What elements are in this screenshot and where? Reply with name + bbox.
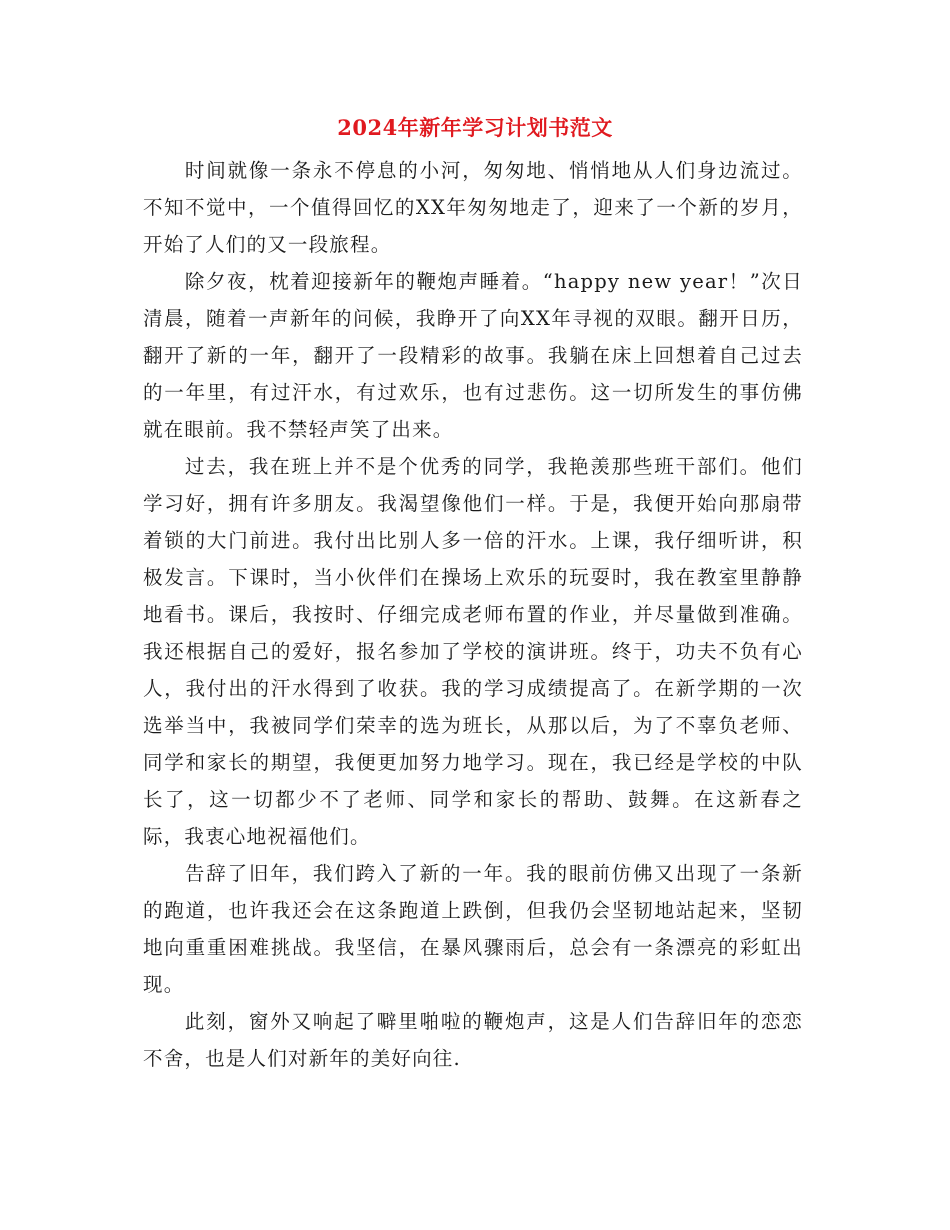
document-body [143, 152, 803, 1077]
paragraph-3: 过去，我在班上并不是个优秀的同学，我艳羡那些班干部们。他们学习好，拥有许多朋友。我渴望像他们一样。于是，我便开始向那扇带着锁的大门前进。我付出比别人多一倍的汗水。上课，我仔细听讲，积极发言。下课时，当小伙伴们在操场上欢乐的玩耍时，我在教室里静静地看书。课后，我按时、仔细完成老师布置的作业，并尽量做到准确。我还根据自己的爱好，报名参加了学校的演讲班。终于，功夫不负有心人，我付出的汗水得到了收获。我的学习成绩提高了。在新学期的一次选举当中，我被同学们荣幸的选为班长，从那以后，为了不辜负老师、同学和家长的期望，我便更加努力地学习。现在，我已经是学校的中队长了，这一切都少不了老师、同学和家长的帮助、鼓舞。在这新春之际，我衷心地祝福他们。 [143, 455, 803, 848]
document-title: 2024年新年学习计划书范文 [337, 115, 613, 140]
paragraph-4: 告辞了旧年，我们跨入了新的一年。我的眼前仿佛又出现了一条新的跑道，也许我还会在这条跑道上跌倒，但我仍会坚韧地站起来，坚韧地向重重困难挑战。我坚信，在暴风骤雨后，总会有一条漂亮的彩虹出现。 [143, 862, 803, 996]
paragraph-5: 此刻，窗外又响起了噼里啪啦的鞭炮声，这是人们告辞旧年的恋恋不舍，也是人们对新年的美好向往. [143, 1010, 803, 1070]
paragraph-1: 时间就像一条永不停息的小河，匆匆地、悄悄地从人们身边流过。不知不觉中，一个值得回忆的XX年匆匆地走了，迎来了一个新的岁月，开始了人们的又一段旅程。 [143, 159, 803, 256]
paragraph-2: 除夕夜，枕着迎接新年的鞭炮声睡着。“happy new year！”次日清晨，随着一声新年的问候，我睁开了向XX年寻视的双眼。翻开日历，翻开了新的一年，翻开了一段精彩的故事。我躺在床上回想着自己过去的一年里，有过汗水，有过欢乐，也有过悲伤。这一切所发生的事仿佛就在眼前。我不禁轻声笑了出来。 [143, 270, 803, 441]
